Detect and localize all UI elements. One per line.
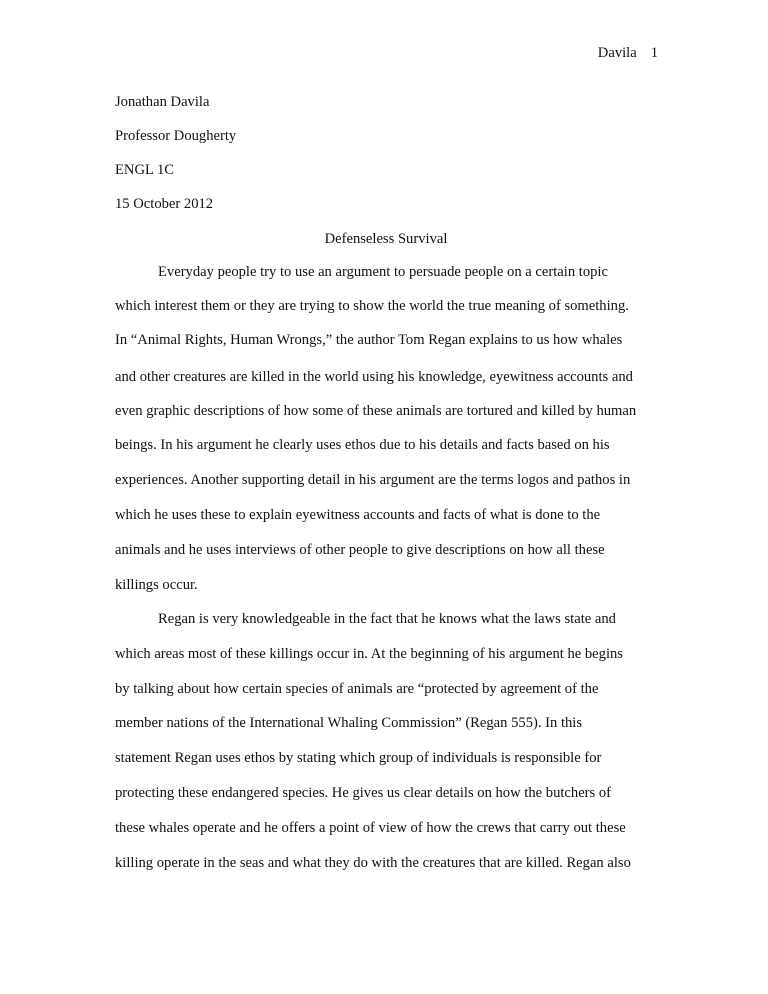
body-line: Regan is very knowledgeable in the fact that he knows what the laws state and [158, 611, 616, 627]
body-line: killings occur. [115, 577, 198, 593]
body-line: which he uses these to explain eyewitness accounts and facts of what is done to the [115, 507, 601, 523]
professor-name: Professor Dougherty [115, 128, 237, 144]
body-line: Everyday people try to use an argument to persuade people on a certain topic [158, 264, 608, 280]
essay-title: Defenseless Survival [324, 231, 448, 247]
header-author-name: Davila [597, 45, 637, 61]
body-line: which areas most of these killings occur in. At the beginning of his argument he begins [115, 646, 623, 662]
body-line: by talking about how certain species of animals are “protected by agreement of the [115, 681, 599, 697]
body-line: protecting these endangered species. He gives us clear details on how the butchers of [115, 785, 612, 801]
running-header [598, 45, 658, 62]
body-line: beings. In his argument he clearly uses ethos due to his details and facts based on his [115, 437, 610, 453]
body-line: and other creatures are killed in the world using his knowledge, eyewitness accounts and [115, 369, 633, 385]
body-line: member nations of the International Whaling Commission” (Regan 555). In this [115, 715, 583, 731]
course-name: ENGL 1C [115, 162, 175, 178]
body-line: even graphic descriptions of how some of these animals are tortured and killed by human [115, 403, 637, 419]
body-line: In “Animal Rights, Human Wrongs,” the author Tom Regan explains to us how whales [115, 332, 623, 348]
body-line: animals and he uses interviews of other people to give descriptions on how all these [115, 542, 605, 558]
page-number: 1 [650, 45, 658, 61]
student-name: Jonathan Davila [115, 94, 210, 110]
body-line: which interest them or they are trying to show the world the true meaning of something. [115, 298, 629, 314]
body-line: these whales operate and he offers a point of view of how the crews that carry out these [115, 820, 626, 836]
body-line: experiences. Another supporting detail in his argument are the terms logos and pathos in [115, 472, 631, 488]
body-line: killing operate in the seas and what they do with the creatures that are killed. Regan also [115, 855, 631, 871]
body-line: statement Regan uses ethos by stating which group of individuals is responsible for [115, 750, 602, 766]
essay-date: 15 October 2012 [115, 196, 214, 212]
